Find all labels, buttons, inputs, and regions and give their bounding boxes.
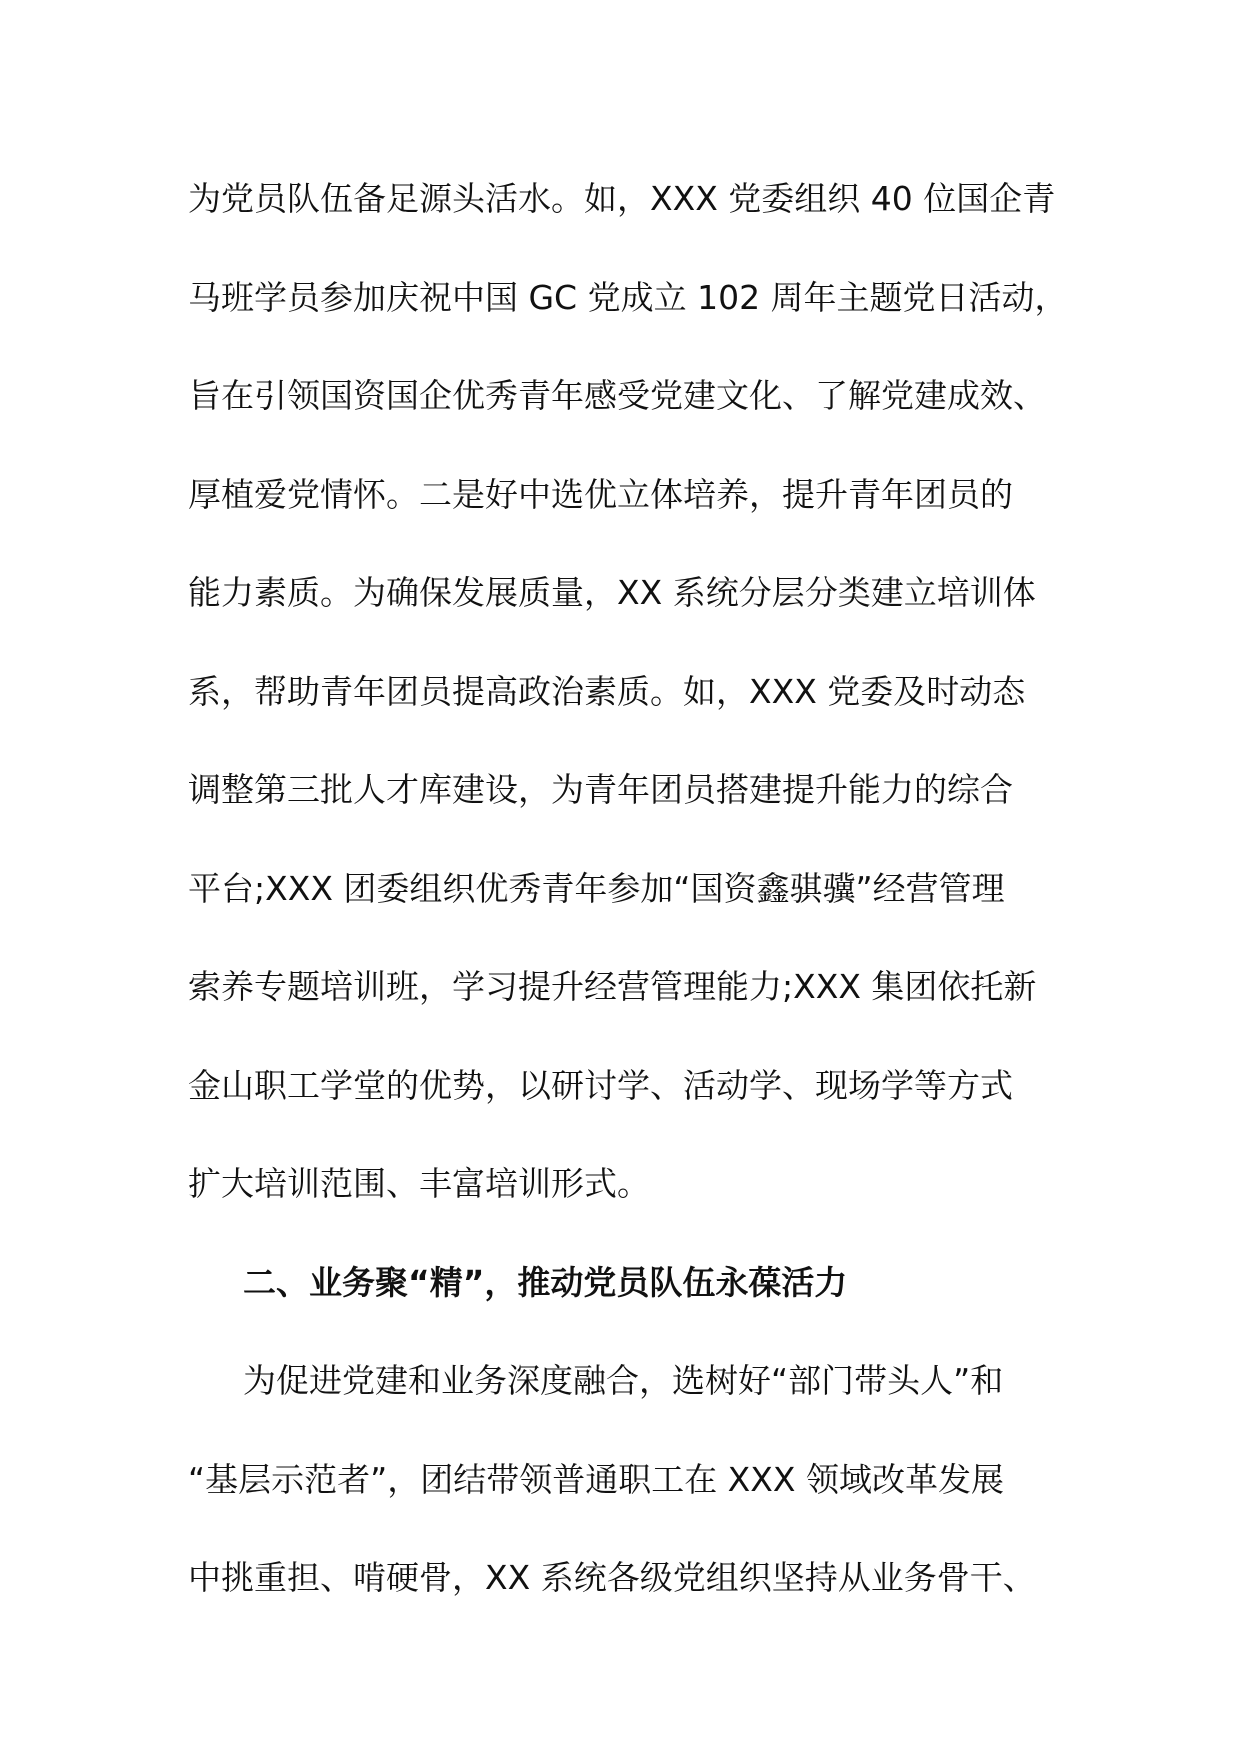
paragraph-line: 扩大培训范围、丰富培训形式。 — [188, 1164, 650, 1203]
paragraph-line: 为党员队伍备足源头活水。如，XXX 党委组织 40 位国企青 — [188, 179, 1056, 218]
body-text — [188, 168, 1068, 1646]
paragraph-line: 金山职工学堂的优势，以研讨学、活动学、现场学等方式 — [188, 1065, 1013, 1105]
paragraph-line: 为促进党建和业务深度融合，选树好“部门带头人”和 — [243, 1361, 1004, 1400]
paragraph-line: 能力素质。为确保发展质量，XX 系统分层分类建立培训体 — [188, 573, 1036, 612]
paragraph-line: 中挑重担、啃硬骨，XX 系统各级党组织坚持从业务骨干、 — [188, 1558, 1036, 1597]
paragraph-line: 旨在引领国资国企优秀青年感受党建文化、了解党建成效、 — [188, 376, 1046, 415]
section-heading: 二、业务聚“精”，推动党员队伍永葆活力 — [243, 1262, 848, 1302]
paragraph-line: 平台;XXX 团委组织优秀青年参加“国资鑫骐骥”经营管理 — [188, 868, 1005, 908]
paragraph-line: 索养专题培训班，学习提升经营管理能力;XXX 集团依托新 — [188, 967, 1037, 1006]
paragraph-line: 系，帮助青年团员提高政治素质。如，XXX 党委及时动态 — [188, 671, 1026, 711]
paragraph-line: 厚植爱党情怀。二是好中选优立体培养，提升青年团员的 — [188, 474, 1013, 514]
paragraph-line: “基层示范者”，团结带领普通职工在 XXX 领域改革发展 — [188, 1459, 1004, 1499]
paragraph-line: 调整第三批人才库建设，为青年团员搭建提升能力的综合 — [188, 770, 1013, 809]
paragraph-line: 马班学员参加庆祝中国 GC 党成立 102 周年主题党日活动， — [188, 277, 1068, 317]
